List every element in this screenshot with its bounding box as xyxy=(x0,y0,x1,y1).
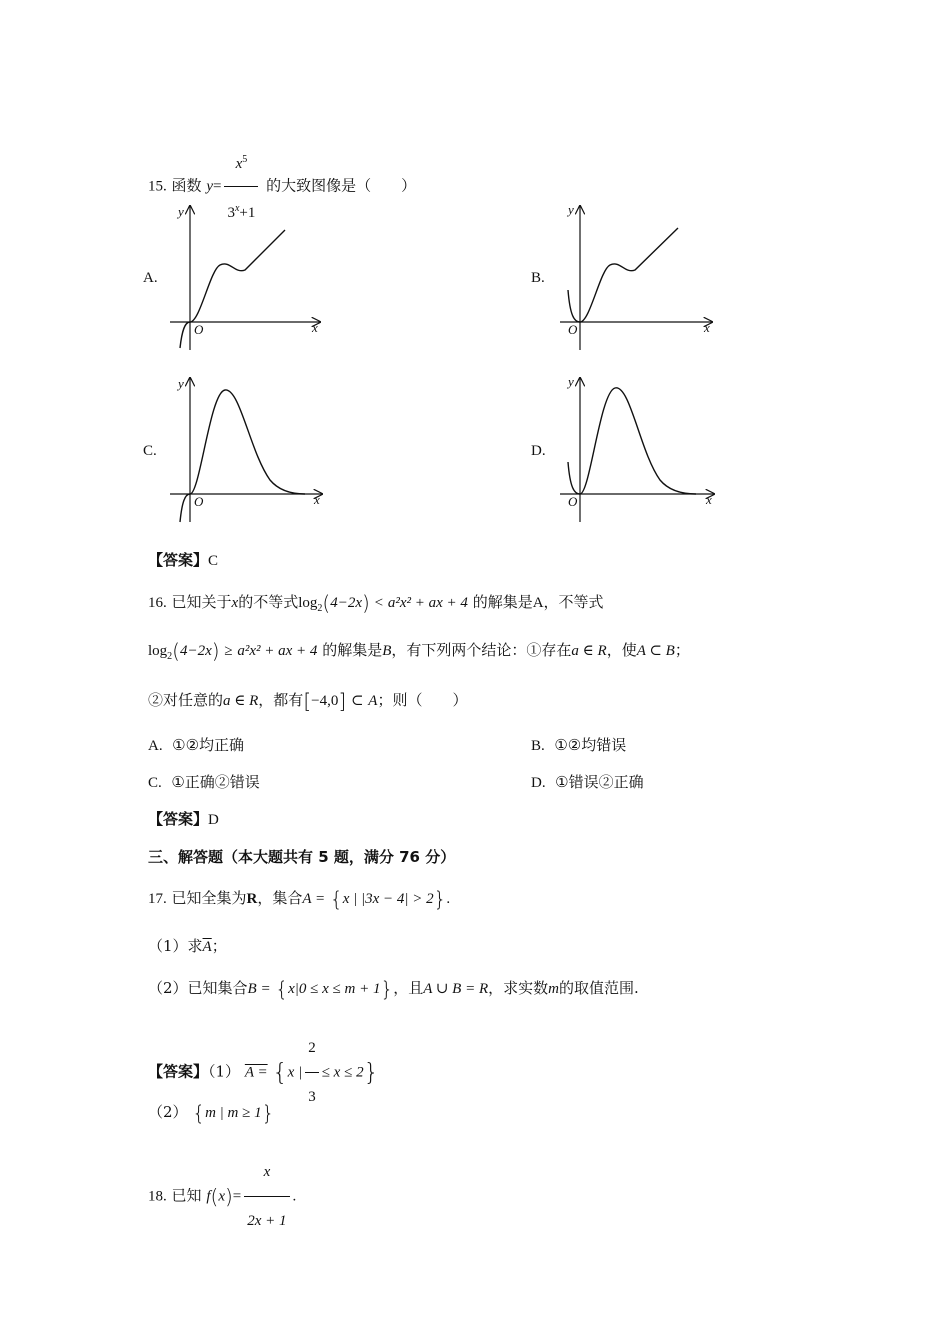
q17-part1 xyxy=(148,932,227,961)
q16-rhs: a²x² + ax + 4 xyxy=(387,595,468,611)
q17-ans2-body: m | m ≥ 1 xyxy=(205,1105,262,1121)
q16-number: 16. xyxy=(148,595,167,611)
q17-var-m: m xyxy=(548,981,559,997)
q17-text: 已知全集为 xyxy=(171,889,247,907)
q17-setA-lhs: A = xyxy=(302,891,326,907)
q17-answer1: 【答案】（1） A = {x | $\frac{2}{3}$ ≤ x ≤ 2} xyxy=(148,1026,379,1119)
q17-ans1-lhs: A = xyxy=(244,1064,268,1081)
q15-option-d-label: D. xyxy=(531,443,546,459)
q16-log-base: 2 xyxy=(317,603,323,614)
q17-ans1-fraction xyxy=(305,1026,319,1119)
section-title: 三、解答题（本大题共有 5 题，满分 76 分） xyxy=(148,848,456,866)
x-label: x xyxy=(314,492,320,507)
q18-f: f xyxy=(206,1188,211,1205)
q16-text: ；则（ ） xyxy=(377,691,468,709)
q17-answer-tag: 【答案】 xyxy=(148,1062,209,1081)
origin-label: O xyxy=(568,494,578,509)
q17-stem: 17. 已知全集为R，集合A = {x | |3x − 4| > 2}. xyxy=(148,887,451,911)
q17-ans1-x: x | xyxy=(287,1064,303,1081)
q16-log-base: 2 xyxy=(167,651,173,662)
q17-p2-label: （2）已知集合 xyxy=(148,979,248,997)
q18-den: 2x + 1 xyxy=(244,1196,289,1243)
q16-text: 的不等式 xyxy=(238,593,299,611)
q18-number: 18. xyxy=(148,1188,167,1205)
q16-answer-tag: 【答案】 xyxy=(148,810,209,828)
q15-answer-tag: 【答案】 xyxy=(148,551,209,569)
q16-text: ，使 xyxy=(606,641,637,659)
curve xyxy=(568,228,678,322)
q17-p1-var: $\overline{A}$ xyxy=(202,939,212,955)
q16-log: log xyxy=(148,643,168,659)
q15-graph-b xyxy=(550,200,730,360)
q17-union: A ∪ B = R xyxy=(423,981,489,997)
q17-number: 17. xyxy=(148,891,167,907)
q16-line1: 16. 已知关于x的不等式$\log_2(4-2x) < a^2x^2$ + ax + 4 的解集是A，不等式 xyxy=(148,591,604,615)
q16-line2: $\log_2(4-2x) \ge a^2x^2$ + ax + 4 的解集是B，有下列两个结论：①存在a ∈ R，使A ⊂ B； xyxy=(148,639,690,663)
q15-post: 的大致图像是（ ） xyxy=(266,176,417,195)
q15-pre: 函数 xyxy=(171,176,202,195)
curve xyxy=(568,388,696,494)
q16-option-text: ①错误②正确 xyxy=(555,773,644,791)
q17-ans2-label: （2） xyxy=(148,1103,188,1121)
x-label: x xyxy=(704,320,710,335)
q16-answer-value: D xyxy=(208,812,219,828)
q16-rhs: a²x² + ax + 4 xyxy=(237,643,318,659)
q17-part2: （2）已知集合B = {x|0 ≤ x ≤ m + 1}，且A ∪ B = R，求实数m的取值范围. xyxy=(148,977,639,1001)
q15-y: y xyxy=(206,178,213,195)
q16-option-text: ①②均错误 xyxy=(554,736,627,754)
q16-lt: < xyxy=(374,595,384,611)
q15-den-exp: x xyxy=(234,203,240,214)
q16-text: 的解集是 xyxy=(322,641,383,659)
q15-num: x xyxy=(235,156,243,172)
q16-line3: ②对任意的a ∈ R，都有[−4,0] ⊂ A；则（ ） xyxy=(148,689,468,713)
q15-den-base: 3 xyxy=(227,205,235,221)
q16-option-label: C. xyxy=(148,775,162,791)
q17-ans1-num: 2 xyxy=(308,1040,316,1056)
q16-option-text: ①正确②错误 xyxy=(171,773,260,791)
q16-option-text: ①②均正确 xyxy=(172,736,245,754)
q17-p1-end: ； xyxy=(211,937,227,955)
q15-num-exp: 5 xyxy=(242,154,248,165)
q18-stem: 18. 已知 f(x)= $\frac{x}{2x + 1}$ . xyxy=(148,1150,296,1243)
y-label: y xyxy=(568,202,574,217)
q17-setA-body: x | |3x − 4| > 2 xyxy=(342,891,434,907)
y-label: y xyxy=(178,204,184,219)
q15-eq: = xyxy=(213,178,222,195)
q17-text: ，且 xyxy=(393,979,424,997)
q15-number: 15. xyxy=(148,178,167,195)
q16-a-in-r: a ∈ R xyxy=(223,693,259,709)
q15-option-c-label: C. xyxy=(143,443,157,459)
origin-label: O xyxy=(194,494,204,509)
q15-den-plus: +1 xyxy=(239,205,256,221)
q16-answer xyxy=(148,808,219,829)
y-label: y xyxy=(178,376,184,391)
q18-fraction xyxy=(244,1150,289,1243)
x-label: x xyxy=(706,492,712,507)
q17-R: R xyxy=(246,891,258,907)
q16-option-d xyxy=(531,771,644,792)
q16-subset-symbol: ⊂ xyxy=(350,693,364,709)
origin-label: O xyxy=(194,322,204,337)
q17-ans1-den: 3 xyxy=(305,1072,319,1119)
q18-pre: 已知 xyxy=(171,1186,202,1205)
origin-label: O xyxy=(568,322,578,337)
q16-text: ，不等式 xyxy=(543,593,604,611)
q16-text: ②对任意的 xyxy=(148,691,224,709)
q16-text: 已知关于 xyxy=(171,593,232,611)
q17-setB-body: x|0 ≤ x ≤ m + 1 xyxy=(288,981,381,997)
q15-answer xyxy=(148,549,218,570)
q17-text: 的取值范围. xyxy=(559,979,639,997)
q16-a-in-r: a ∈ R xyxy=(571,643,607,659)
q16-var-x: x xyxy=(231,595,239,611)
q16-option-a xyxy=(148,734,244,755)
x-label: x xyxy=(312,320,318,335)
q16-text: 的解集是 xyxy=(472,593,533,611)
q17-dot: . xyxy=(446,891,451,907)
q16-ge: ≥ xyxy=(224,643,233,659)
q16-subset: A ⊂ B xyxy=(636,643,675,659)
q16-option-label: A. xyxy=(148,738,163,754)
q17-answer2: （2） {m | m ≥ 1} xyxy=(148,1101,275,1125)
q16-text: ； xyxy=(674,641,690,659)
q16-log: log xyxy=(298,595,318,611)
q17-text: ，求实数 xyxy=(488,979,549,997)
q17-setB: B = xyxy=(247,981,271,997)
q16-interval: −4,0 xyxy=(311,693,339,709)
q16-arg: 4−2x xyxy=(179,643,212,659)
q16-option-label: B. xyxy=(531,738,545,754)
q18-num: x xyxy=(263,1164,271,1180)
q15-graph-c xyxy=(160,372,340,532)
q16-option-b xyxy=(531,734,626,755)
q16-option-c xyxy=(148,771,260,792)
q16-option-label: D. xyxy=(531,775,546,791)
q17-p1-label: （1）求 xyxy=(148,937,203,955)
q17-ans1-label: （1） xyxy=(208,1062,241,1081)
q16-text: ，有下列两个结论：①存在 xyxy=(391,641,572,659)
q18-x: x xyxy=(218,1188,225,1205)
q16-text: ，都有 xyxy=(258,691,304,709)
q16-set-a: A xyxy=(532,595,544,611)
q15-graph-d xyxy=(550,372,730,532)
q15-graph-a xyxy=(160,200,340,360)
q17-ans1-rest: ≤ x ≤ 2 xyxy=(321,1064,364,1081)
q18-eq: = xyxy=(232,1188,242,1205)
q18-dot: . xyxy=(292,1188,297,1205)
q16-arg: 4−2x xyxy=(330,595,362,611)
q15-answer-value: C xyxy=(208,553,219,569)
q16-set-b: B xyxy=(382,643,392,659)
q15-option-b-label: B. xyxy=(531,270,545,286)
q17-text: ，集合 xyxy=(257,889,303,907)
q15-option-a-label: A. xyxy=(143,270,158,286)
q16-set-a: A xyxy=(368,693,378,709)
y-label: y xyxy=(568,374,574,389)
